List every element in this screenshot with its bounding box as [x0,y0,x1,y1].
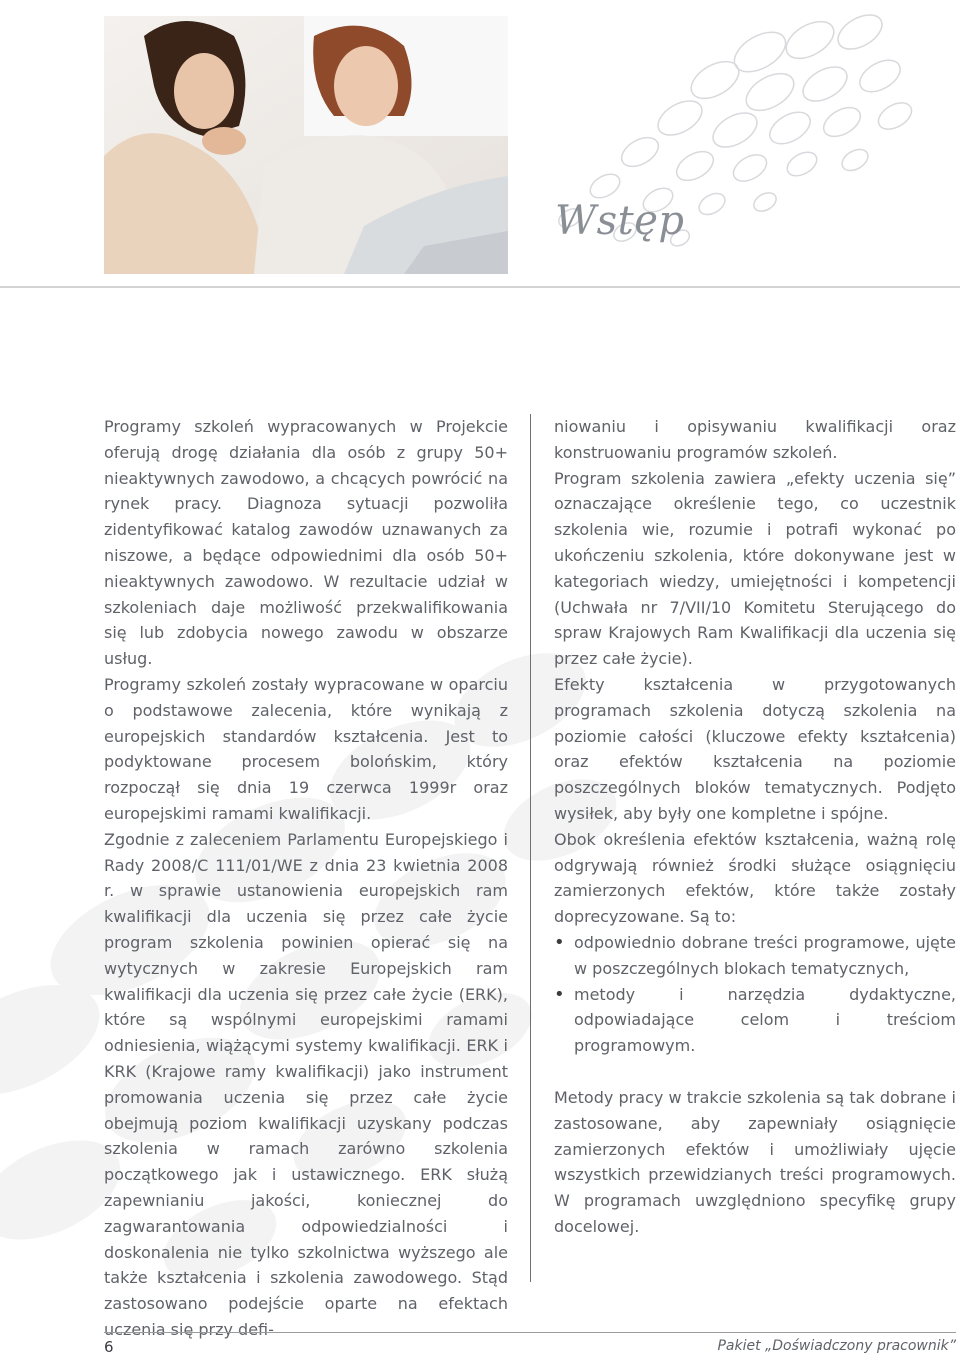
footer-title: Pakiet „Doświadczony pracownik” [717,1338,956,1354]
list-item-text: odpowiednio dobrane treści programowe, ujęte w poszczególnych blokach tematycznych, [574,932,956,978]
page-number: 6 [104,1338,114,1356]
bullet-icon: • [554,931,565,953]
footer-divider [104,1332,956,1333]
header-divider [0,286,960,288]
paragraph: Efekty kształcenia w przygotowanych programach szkolenia dotyczą szkolenia na poziomie całości (kluczowe efekty kształcenia) oraz efektów kształcenia na poziomie poszczególnych bloków tematycznych. Podjęto wysiłek, aby były one kompletne i spójne. [554,674,956,823]
left-column [104,414,508,1343]
paragraph: Metody pracy w trakcie szkolenia są tak dobrane i zastosowane, aby zapewniały osiągnięcie zamierzonych efektów i umożliwiały ujęcie wszystkich przewidzianych treści programowych. W programach uwzględniono specyfikę grupy docelowej. [554,1087,956,1236]
list-item [554,982,956,1059]
bullet-icon: • [554,983,565,1005]
paragraph: Programy szkoleń wypracowanych w Projekcie oferują drogę działania dla osób z grupy 50+ nieaktywnych zawodowo, a chcących powrócić na rynek pracy. Diagnoza sytuacji pozwoliła zidentyfikować katalog zawodów uznawanych za niszowe, a będące odpowiednimi dla osób 50+ nieaktywnych zawodowo. W rezultacie udział w szkoleniach daje możliwość przekwalifikowania się lub zdobycia nowego zawodu w obszarze usług. [104,417,508,669]
right-column [554,414,956,1240]
list-item [554,930,956,982]
decorative-pattern-top [430,0,960,290]
paragraph: Zgodnie z zaleceniem Parlamentu Europejskiego i Rady 2008/C 111/01/WE z dnia 23 kwietnia 2008 r. w sprawie ustanowienia europejskich ram kwalifikacji dla uczenia się przez całe życie program szkolenia powinien opierać się na wytycznych w zakresie Europejskich ram kwalifikacji dla uczenia się przez całe życie (ERK), które są wspólnymi europejskimi ramami odniesienia, wiążącymi systemy kwalifikacji. ERK i KRK (Krajowe ramy kwalifikacji) jako instrument promowania uczenia się przez całe życie obejmują poziom kwalifikacji uzyskany podczas szkolenia w ramach zarówno szkolenia początkowego jak i ustawicznego. ERK służą zapewnianiu jakości, koniecznej do zagwarantowania odpowiedzialności i doskonalenia nie tylko szkolnictwa wyższego ale także kształcenia i szkolenia zawodowego. Stąd zastosowano podejście oparte na efektach uczenia się przy defi- [104,829,508,1339]
paragraph: Program szkolenia zawiera „efekty uczenia się” oznaczające określenie tego, co uczestnik szkolenia wie, rozumie i potrafi wykonać po ukończeniu szkolenia, które dokonywane jest w kategoriach wiedzy, umiejętności i kompetencji (Uchwała nr 7/VII/10 Komitetu Sterującego do spraw Krajowych Ram Kwalifikacji dla uczenia się przez całe życie). [554,468,956,669]
column-divider [530,414,531,1282]
paragraph: niowaniu i opisywaniu kwalifikacji oraz konstruowaniu programów szkoleń. [554,417,956,462]
photo-two-women-laptop-icon [104,16,508,274]
paragraph: Obok określenia efektów kształcenia, ważną rolę odgrywają również środki służące osiągnięciu zamierzonych efektów, które także zostały doprecyzowane. Są to: [554,829,956,927]
header-photo [104,16,508,274]
list-item-text: metody i narzędzia dydaktyczne, odpowiadające celom i treściom programowym. [574,984,956,1056]
paragraph: Programy szkoleń zostały wypracowane w oparciu o podstawowe zalecenia, które wynikają z europejskich standardów kształcenia. Jest to podyktowane procesem bolońskim, który rozpoczął się dnia 19 czerwca 1999r oraz europejskimi ramami kwalifikacji. [104,674,508,823]
bullet-list [554,930,956,1059]
page-heading: Wstęp [555,198,685,244]
